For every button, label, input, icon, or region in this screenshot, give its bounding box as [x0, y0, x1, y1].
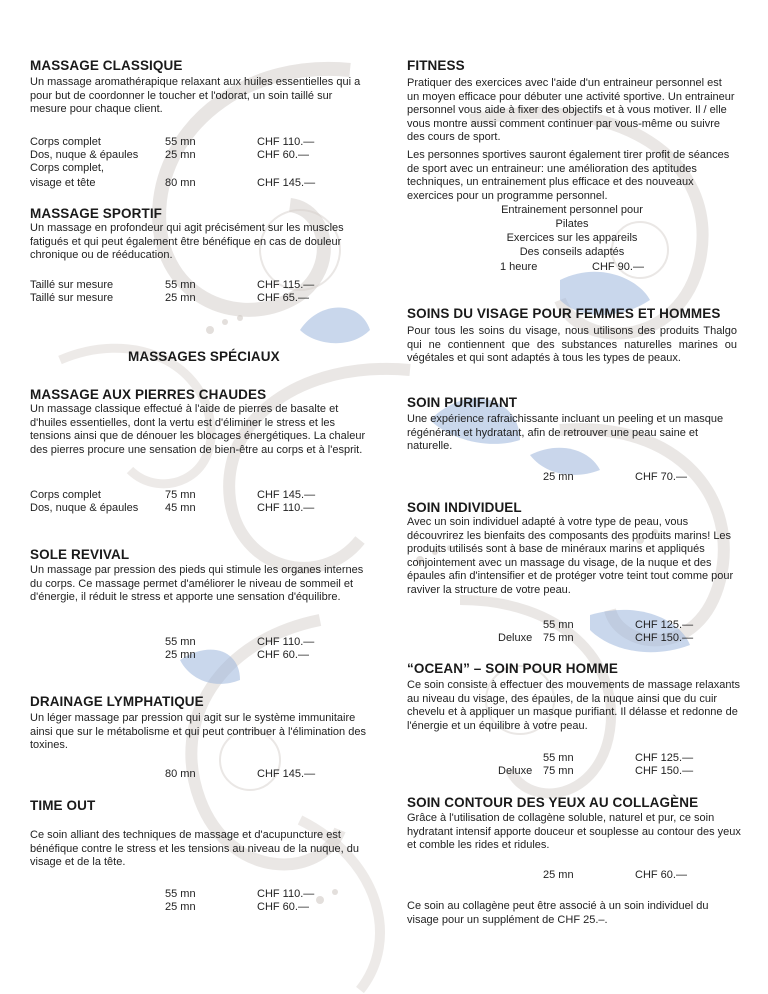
massage-classique-title: MASSAGE CLASSIQUE: [30, 58, 183, 73]
price-row-price: CHF 110.—: [257, 136, 315, 148]
price-row-price: CHF 125.—: [635, 619, 694, 631]
sole-revival-title: SOLE REVIVAL: [30, 547, 130, 562]
price-row-price: CHF 60.—: [257, 149, 309, 161]
price-row-price: CHF 110.—: [257, 888, 315, 900]
price-row-price: CHF 150.—: [635, 632, 694, 644]
soins-visage-description: Pour tous les soins du visage, nous utilisons des produits Thalgo qui ne contiennent que des substances naturelles marines ou végétales et qui sont adaptés à tous les types de peaux.: [407, 325, 737, 365]
price-row-price: CHF 70.—: [635, 471, 687, 483]
soin-individuel-description: Avec un soin individuel adapté à votre type de peau, vous découvrirez les bienfaits des composants des produits marins! Les produits utilisés sont à base de minéraux marins et appliqués conjointement avec un massage du visage, de la nuque et des épaules afin d'intensifier et de protéger votre teint tout comme pour raviver la structure de votre peau.: [407, 516, 734, 596]
price-row-label: Deluxe: [498, 632, 533, 644]
soins-visage-title: SOINS DU VISAGE POUR FEMMES ET HOMMES: [407, 306, 721, 321]
soin-contour-yeux-description: Grâce à l'utilisation de collagène soluble, naturel et pur, ce soin hydratant intensif apporte douceur et souplesse au contour des yeux et comble les rides et ridules.: [407, 812, 741, 852]
fitness-title: FITNESS: [407, 58, 465, 73]
massage-pierres-chaudes-description: Un massage classique effectué à l'aide de pierres de basalte et d'huiles essentielles, dont la vertu est d'éliminer le stress et les tensions ainsi que de dénouer les blocages énergétiques. La chaleur des pierres procure une sensation de bien-être au corps et à l'esprit.: [30, 403, 366, 456]
fitness-duration: 1 heure: [500, 261, 538, 273]
price-row-duration: 55 mn: [543, 752, 574, 764]
price-row-price: CHF 145.—: [257, 489, 316, 501]
price-row-price: CHF 150.—: [635, 765, 694, 777]
ocean-soin-homme-title: “OCEAN” – SOIN POUR HOMME: [407, 661, 619, 676]
price-row-duration: 25 mn: [165, 901, 196, 913]
price-row-duration: 75 mn: [543, 765, 574, 777]
price-row-price: CHF 145.—: [257, 768, 316, 780]
drainage-lymphatique-description: Un léger massage par pression qui agit sur le système immunitaire ainsi que sur le métabolisme et qui peut contribuer à l'élimination des toxines.: [30, 712, 366, 752]
price-row-duration: 25 mn: [165, 292, 196, 304]
fitness-list-item: Pilates: [555, 218, 589, 230]
price-row-duration: 55 mn: [165, 888, 196, 900]
price-row-label: visage et tête: [30, 177, 96, 189]
price-row-duration: 55 mn: [165, 636, 196, 648]
soin-contour-yeux-note: Ce soin au collagène peut être associé à un soin individuel du visage pour un supplément de CHF 25.–.: [407, 900, 709, 926]
fitness-list-item: Entrainement personnel pour: [501, 204, 643, 216]
price-row-price: CHF 115.—: [257, 279, 315, 291]
price-row-duration: 75 mn: [543, 632, 574, 644]
price-row-duration: 55 mn: [165, 136, 196, 148]
price-row-duration: 55 mn: [165, 279, 196, 291]
price-row-price: CHF 110.—: [257, 636, 315, 648]
soin-purifiant-description: Une expérience rafraichissante incluant un peeling et un masque régénérant et hydratant, afin de retrouver une peau saine et naturelle.: [407, 413, 724, 453]
fitness-list-item: Exercices sur les appareils: [506, 232, 638, 244]
price-row-label: Dos, nuque & épaules: [30, 502, 139, 514]
price-row-duration: 80 mn: [165, 177, 196, 189]
price-row-duration: 45 mn: [165, 502, 196, 514]
massages-speciaux-heading: MASSAGES SPÉCIAUX: [128, 349, 280, 364]
price-row-price: CHF 60.—: [635, 869, 687, 881]
price-row-duration: 25 mn: [543, 471, 574, 483]
price-row-label: Corps complet: [30, 489, 101, 501]
price-row-label: Taillé sur mesure: [30, 292, 114, 304]
price-row-price: CHF 110.—: [257, 502, 315, 514]
massage-classique-description: Un massage aromathérapique relaxant aux huiles essentielles qui a pour but de coordonner le toucher et l'odorat, un soin taillé sur mesure pour chaque client.: [30, 76, 361, 116]
fitness-description-sportifs: Les personnes sportives sauront également tirer profit de séances de sport avec un entraineur: une amélioration des aptitudes techniques, un entrainement plus efficace et des nouveaux exercices pour un programme personnel.: [407, 149, 730, 202]
price-row-label: Corps complet,: [30, 162, 104, 174]
soin-individuel-title: SOIN INDIVIDUEL: [407, 500, 522, 515]
time-out-title: TIME OUT: [30, 798, 96, 813]
ocean-soin-homme-description: Ce soin consiste à effectuer des mouvements de massage relaxants au niveau du visage, des épaules, de la nuque ainsi que du cuir chevelu et à appliquer un masque purifiant. Il délasse et redonne de l'énergie et un équilibre à votre peau.: [407, 679, 741, 732]
price-row-label: Deluxe: [498, 765, 533, 777]
drainage-lymphatique-title: DRAINAGE LYMPHATIQUE: [30, 694, 204, 709]
price-row-price: CHF 65.—: [257, 292, 309, 304]
massage-pierres-chaudes-title: MASSAGE AUX PIERRES CHAUDES: [30, 387, 267, 402]
fitness-description: Pratiquer des exercices avec l'aide d'un entraineur personnel est un moyen efficace pour débuter une activité sportive. Un entraineur personnel vous aide à fixer des objectifs et à vous motiver. Il / elle vous montre aussi comment continuer par vous-même ou suivre des cours de sport.: [407, 77, 735, 144]
price-row-duration: 55 mn: [543, 619, 574, 631]
price-row-duration: 25 mn: [165, 149, 196, 161]
price-row-label: Taillé sur mesure: [30, 279, 114, 291]
price-row-price: CHF 60.—: [257, 901, 309, 913]
price-row-duration: 75 mn: [165, 489, 196, 501]
soin-purifiant-title: SOIN PURIFIANT: [407, 395, 518, 410]
price-row-price: CHF 145.—: [257, 177, 316, 189]
price-row-duration: 25 mn: [165, 649, 196, 661]
sole-revival-description: Un massage par pression des pieds qui stimule les organes internes du corps. Ce massage permet d'améliorer le niveau de sommeil et d'énergie, il réduit le stress et apporte une sensation d'équilibre.: [30, 564, 364, 604]
price-row-duration: 80 mn: [165, 768, 196, 780]
price-row-label: Corps complet: [30, 136, 101, 148]
price-row-label: Dos, nuque & épaules: [30, 149, 139, 161]
massage-sportif-title: MASSAGE SPORTIF: [30, 206, 163, 221]
soin-contour-yeux-title: SOIN CONTOUR DES YEUX AU COLLAGÈNE: [407, 795, 699, 810]
price-row-price: CHF 60.—: [257, 649, 309, 661]
price-row-price: CHF 125.—: [635, 752, 694, 764]
price-row-duration: 25 mn: [543, 869, 574, 881]
fitness-list-item: Des conseils adaptés: [519, 246, 625, 258]
fitness-price: CHF 90.—: [592, 261, 644, 273]
massage-sportif-description: Un massage en profondeur qui agit précisément sur les muscles fatigués et qui peut également être bénéfique en cas de douleur chronique ou de rééducation.: [30, 222, 344, 262]
time-out-description: Ce soin alliant des techniques de massage et d'acupuncture est bénéfique contre le stress et les tensions au niveau de la nuque, du visage et de la tête.: [30, 829, 360, 869]
